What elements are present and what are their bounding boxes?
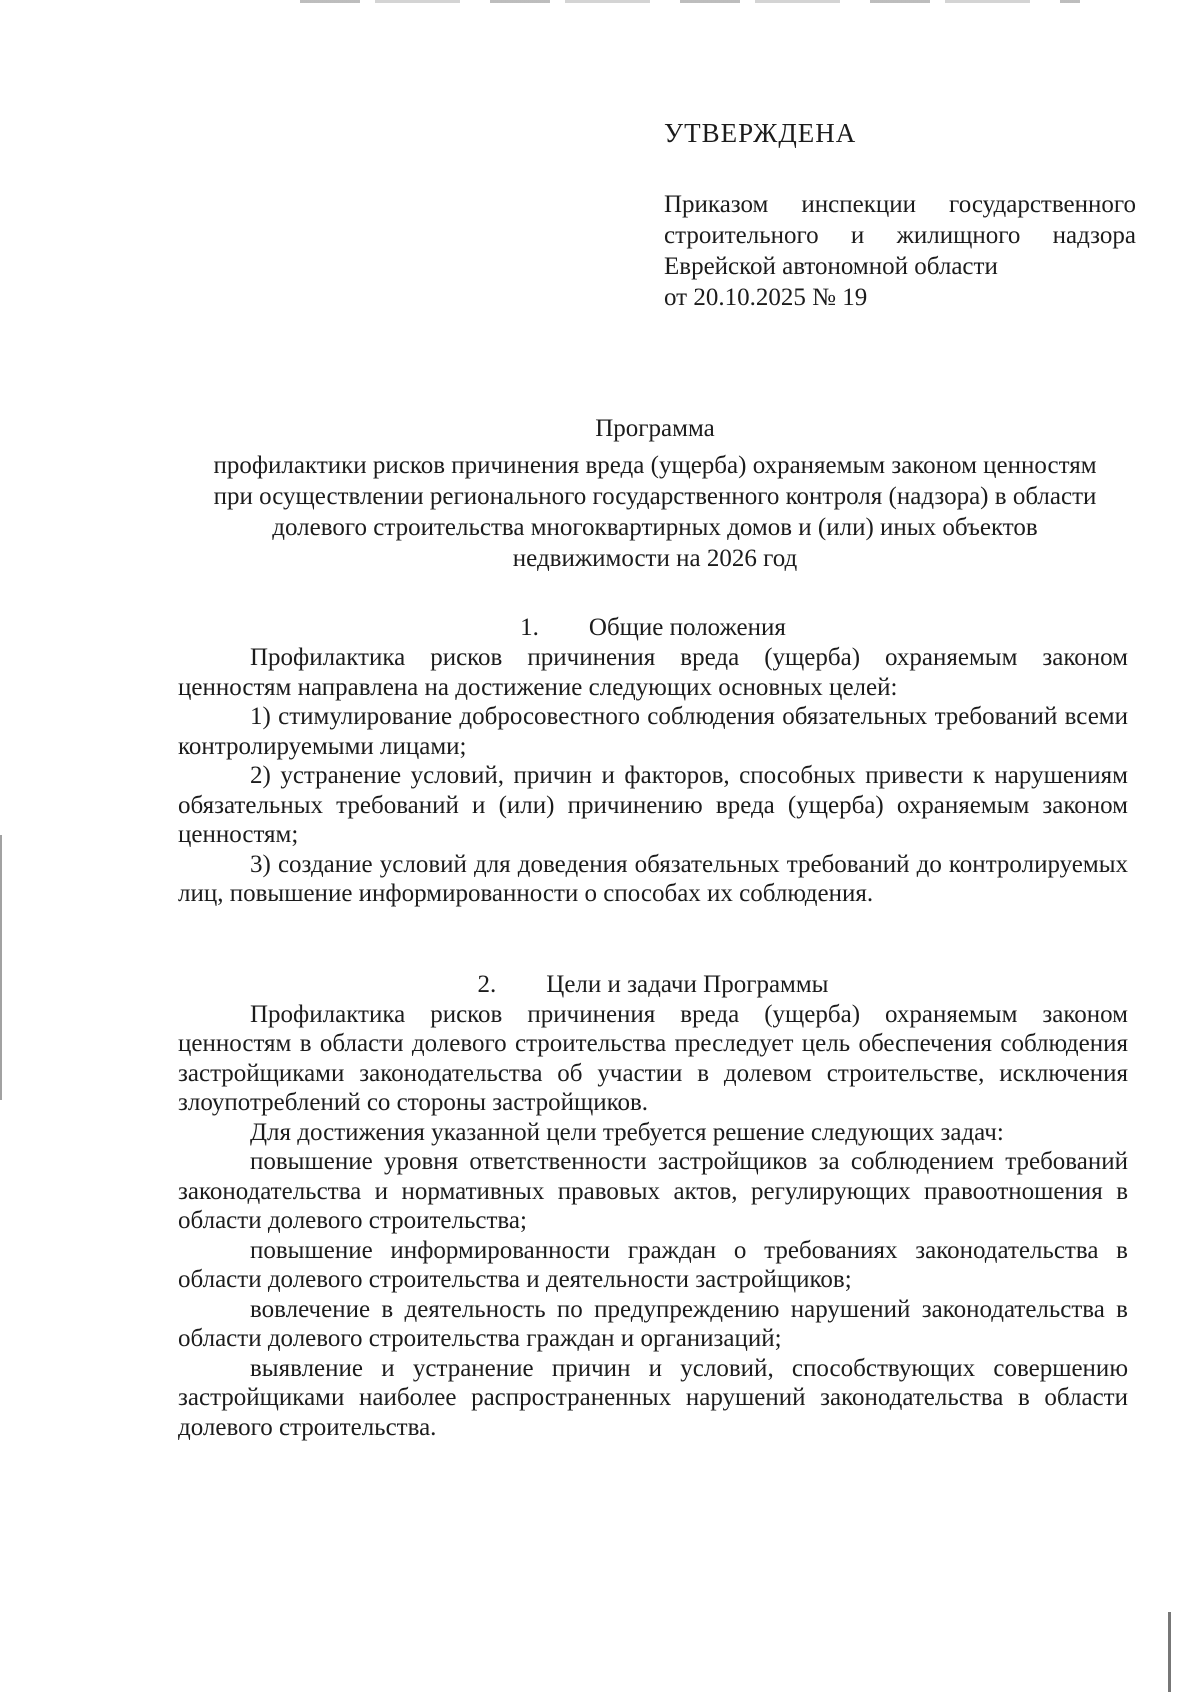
- program-heading: Программа: [595, 415, 715, 442]
- section-number: 2.: [477, 970, 497, 998]
- paragraph: повышение информированности граждан о требованиях законодательства в области долевого строительства и деятельности застройщиков;: [178, 1236, 1128, 1293]
- scan-artifact-right: [1168, 1612, 1171, 1692]
- paragraph: Профилактика рисков причинения вреда (ущерба) охраняемым законом ценностям в области долевого строительства преследует цель обеспечения соблюдения застройщиками законодательства об участии в долевом строительстве, исключения злоупотреблений со стороны застройщиков.: [178, 1000, 1128, 1116]
- paragraph: 1) стимулирование добросовестного соблюдения обязательных требований всеми контролируемыми лицами;: [178, 703, 1128, 760]
- section-heading: [178, 612, 1128, 643]
- section-general-provisions: [178, 612, 1128, 909]
- section-heading: [178, 969, 1128, 1000]
- paragraph: Для достижения указанной цели требуется решение следующих задач:: [250, 1118, 1004, 1146]
- approval-block: [664, 118, 1136, 313]
- section-title: Общие положения: [588, 614, 786, 641]
- document-body: [178, 612, 1128, 1442]
- approval-title: УТВЕРЖДЕНА: [664, 118, 857, 148]
- approval-order-date: от 20.10.2025 № 19: [664, 284, 868, 311]
- paragraph: Профилактика рисков причинения вреда (ущерба) охраняемым законом ценностям направлена на достижение следующих основных целей:: [178, 644, 1128, 701]
- approval-order-text: Приказом инспекции государственного строительного и жилищного надзора Еврейской автономной области: [664, 191, 1136, 280]
- scan-artifact-left: [0, 835, 2, 1100]
- scan-artifact-top: [300, 0, 1080, 3]
- section-goals-and-tasks: [178, 969, 1128, 1443]
- paragraph: вовлечение в деятельность по предупреждению нарушений законодательства в области долевого строительства граждан и организаций;: [178, 1295, 1128, 1352]
- paragraph: повышение уровня ответственности застройщиков за соблюдением требований законодательства и нормативных правовых актов, регулирующих правоотношения в области долевого строительства;: [178, 1148, 1128, 1234]
- program-title-block: [175, 414, 1135, 574]
- paragraph: выявление и устранение причин и условий, способствующих совершению застройщиками наиболее распространенных нарушений законодательства в области долевого строительства.: [178, 1354, 1128, 1441]
- program-subtitle: профилактики рисков причинения вреда (ущерба) охраняемым законом ценностям при осуществлении регионального государственного контроля (надзора) в области долевого строительства многоквартирных домов и (или) иных объектов недвижимости на 2026 год: [213, 452, 1097, 572]
- paragraph: 3) создание условий для доведения обязательных требований до контролируемых лиц, повышение информированности о способах их соблюдения.: [178, 850, 1128, 907]
- section-number: 1.: [520, 614, 539, 641]
- paragraph: 2) устранение условий, причин и факторов, способных привести к нарушениям обязательных требований и (или) причинению вреда (ущерба) охраняемым законом ценностям;: [178, 762, 1128, 848]
- section-title: Цели и задачи Программы: [546, 970, 829, 998]
